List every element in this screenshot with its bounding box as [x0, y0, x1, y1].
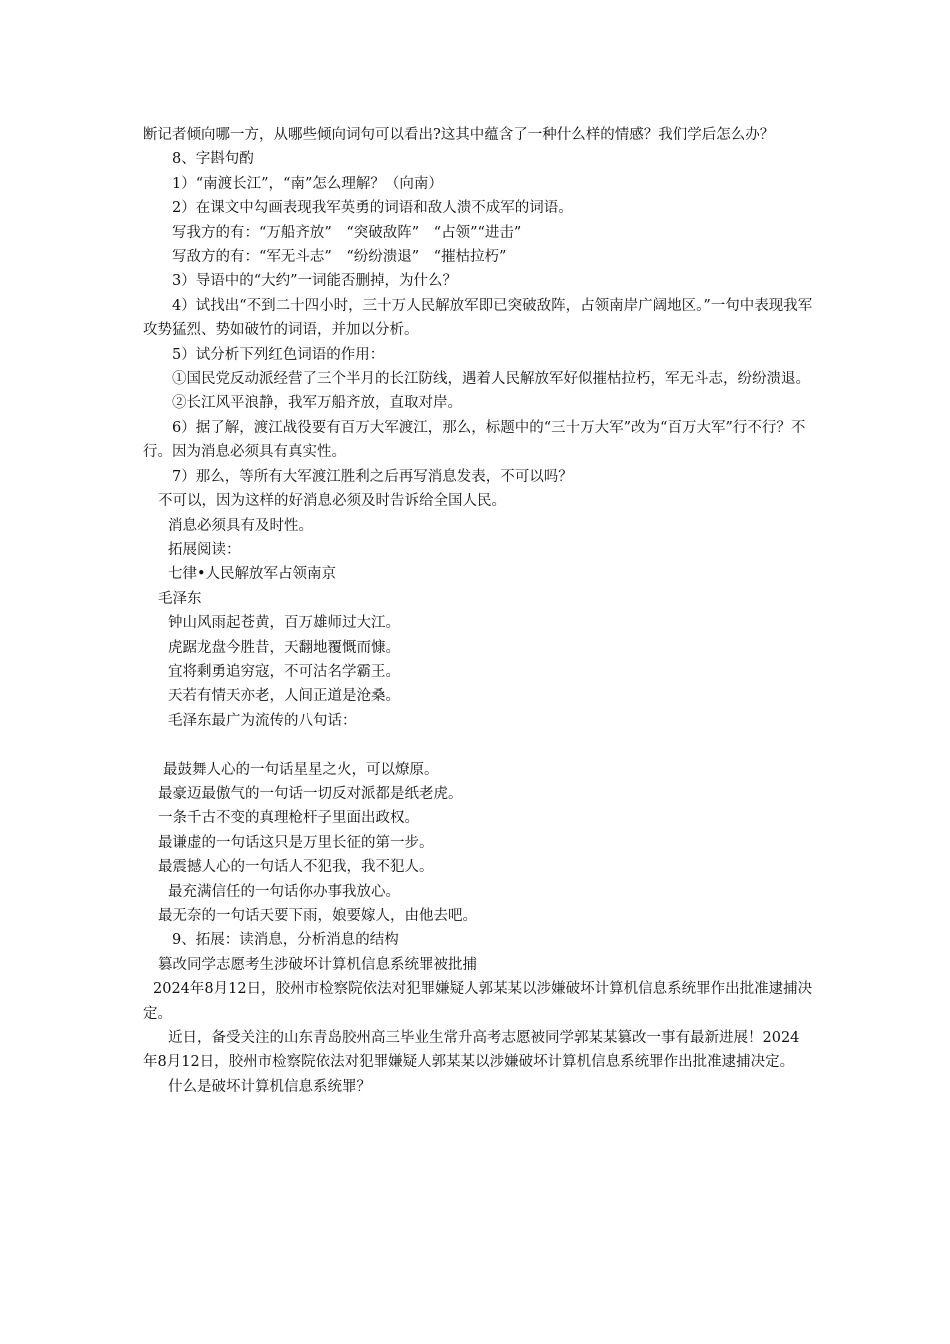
- document-body: [143, 123, 813, 1099]
- paragraph: 断记者倾向哪一方，从哪些倾向词句可以看出?这其中蕴含了一种什么样的情感？我们学后怎么办？: [143, 127, 775, 143]
- question: 1）“南渡长江”，“南”怎么理解？（向南）: [172, 175, 443, 192]
- poem-line: 宜将剩勇追穷寇，不可沽名学霸王。: [168, 663, 400, 680]
- poem-author: 毛泽东: [158, 590, 202, 607]
- quote-line: 最豪迈最傲气的一句话一切反对派都是纸老虎。: [158, 785, 463, 802]
- question: 7）那么，等所有大军渡江胜利之后再写消息发表，不可以吗？: [172, 468, 573, 485]
- poem-line: 虎踞龙盘今胜昔，天翻地覆慨而慷。: [168, 639, 400, 656]
- quote-line: 最充满信任的一句话你办事我放心。: [168, 883, 400, 900]
- answer-line: 写我方的有：“万船齐放” “突破敌阵” “占领”“进击”: [172, 224, 522, 241]
- section-heading: 8、字斟句酌: [172, 151, 254, 168]
- poem-line: 天若有情天亦老，人间正道是沧桑。: [168, 688, 400, 705]
- news-body: 近日，备受关注的山东青岛胶州高三毕业生常升高考志愿被同学郭某某篡改一事有最新进展！2024年8月12日，胶州市检察院依法对犯罪嫌疑人郭某某以涉嫌破坏计算机信息系统罪作出批准逮捕决定。: [143, 1030, 800, 1071]
- quote-line: 最无奈的一句话天要下雨，娘要嫁人，由他去吧。: [158, 907, 477, 924]
- poem-title: 七律•人民解放军占领南京: [168, 566, 337, 583]
- poem-line: 钟山风雨起苍黄，百万雄师过大江。: [168, 615, 400, 632]
- question: 2）在课文中勾画表现我军英勇的词语和敌人溃不成军的词语。: [172, 200, 573, 217]
- example-sentence: ②长江风平浪静，我军万船齐放，直取对岸。: [172, 395, 462, 412]
- quote-line: 最谦虚的一句话这只是万里长征的第一步。: [158, 834, 434, 851]
- blank-line: [143, 733, 813, 757]
- answer-line: 不可以，因为这样的好消息必须及时告诉给全国人民。: [158, 493, 506, 510]
- quote-line: 最鼓舞人心的一句话星星之火，可以燎原。: [163, 761, 439, 778]
- news-headline: 篡改同学志愿考生涉破坏计算机信息系统罪被批捕: [158, 956, 477, 973]
- question: 4）试找出“不到二十四小时，三十万人民解放军即已突破敌阵，占领南岸广阔地区。”一句中表现我军攻势猛烈、势如破竹的词语，并加以分析。: [143, 297, 813, 339]
- question: 6）据了解，渡江战役要有百万大军渡江，那么，标题中的“三十万大军”改为“百万大军”行不行？不行。因为消息必须具有真实性。: [143, 419, 806, 461]
- quote-line: 最震撼人心的一句话人不犯我，我不犯人。: [158, 859, 434, 876]
- section-heading: 9、拓展：读消息，分析消息的结构: [172, 932, 399, 949]
- question: 5）试分析下列红色词语的作用：: [172, 346, 385, 363]
- news-lead: 2024年8月12日，胶州市检察院依法对犯罪嫌疑人郭某某以涉嫌破坏计算机信息系统罪作出批准逮捕决定。: [143, 981, 813, 1022]
- answer-line: 消息必须具有及时性。: [168, 517, 313, 534]
- answer-line: 写敌方的有：“军无斗志” “纷纷溃退” “摧枯拉朽”: [172, 249, 507, 266]
- quote-line: 一条千古不变的真理枪杆子里面出政权。: [158, 810, 419, 827]
- subheading: 毛泽东最广为流传的八句话：: [168, 712, 357, 729]
- question: 3）导语中的“大约”一词能否删掉，为什么？: [172, 273, 458, 290]
- example-sentence: ①国民党反动派经营了三个半月的长江防线，遇着人民解放军好似摧枯拉朽，军无斗志，纷纷溃退。: [172, 371, 810, 388]
- news-question: 什么是破坏计算机信息系统罪？: [168, 1078, 371, 1095]
- subheading: 拓展阅读：: [168, 541, 241, 558]
